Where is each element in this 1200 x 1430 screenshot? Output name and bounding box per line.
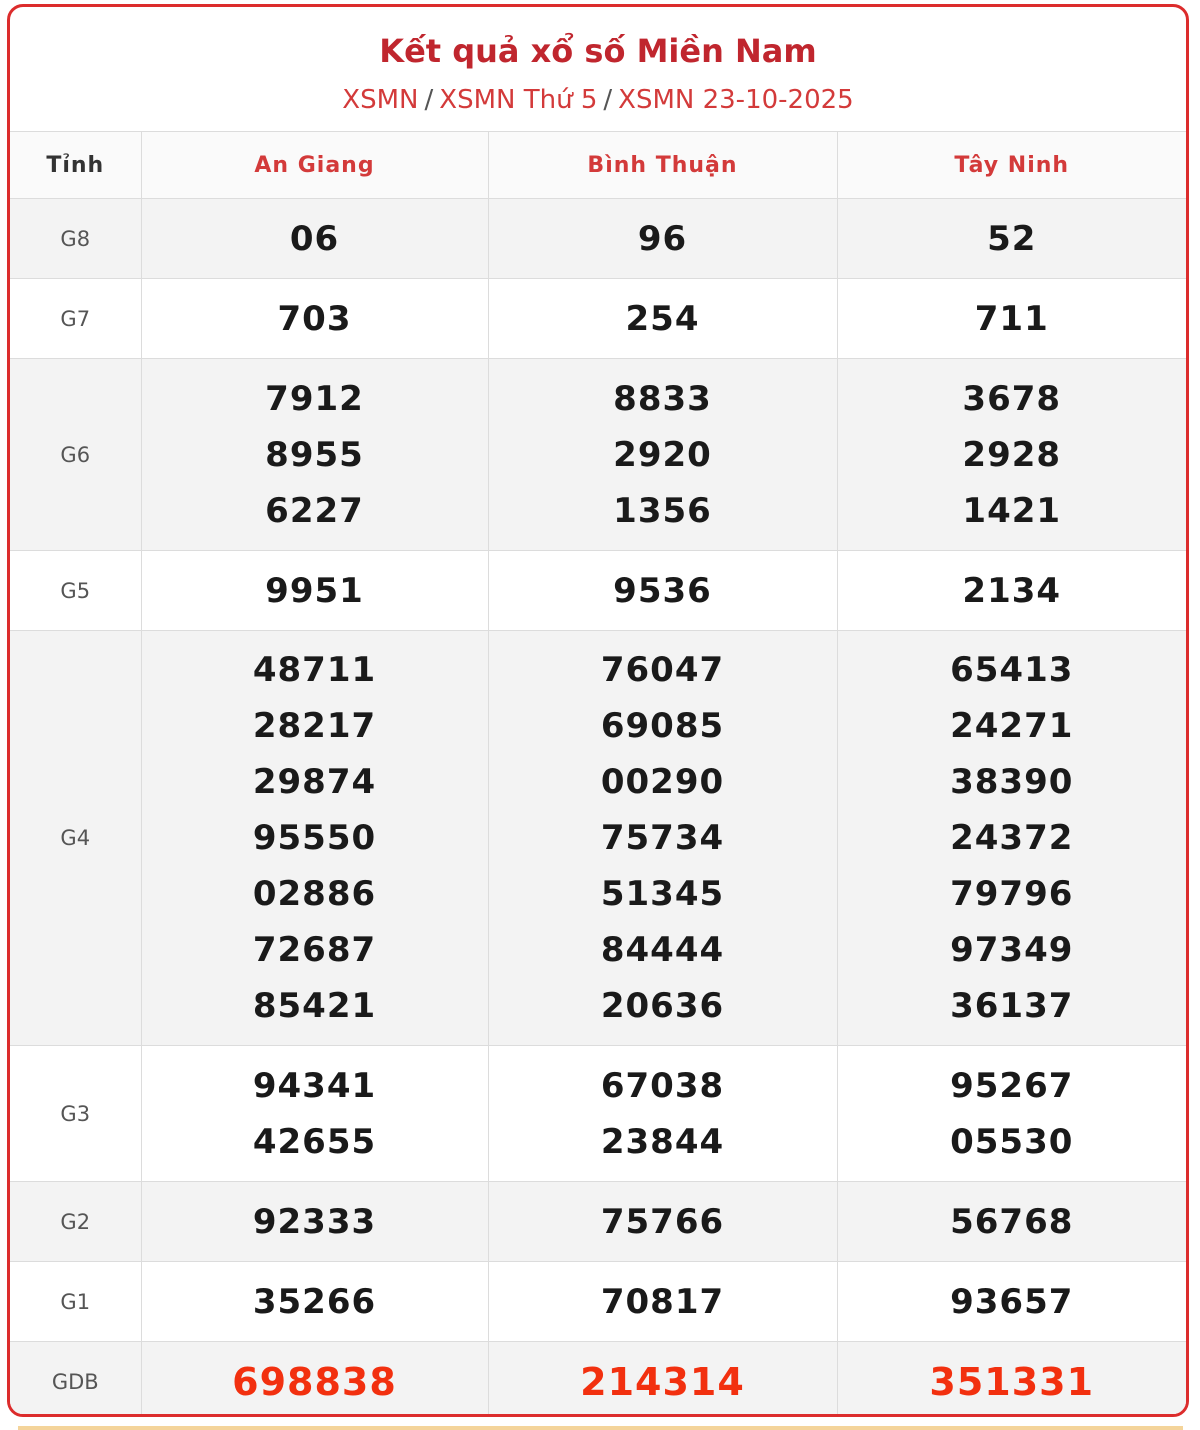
breadcrumb: [10, 85, 1186, 115]
prize-number: 42655: [252, 1121, 377, 1162]
prize-number: 8955: [265, 434, 364, 475]
prize-cell: [837, 551, 1186, 631]
prize-number: 95267: [950, 1065, 1074, 1106]
footer-strip: [18, 1426, 1183, 1430]
prize-number: 351331: [929, 1359, 1095, 1404]
prize-label: G2: [10, 1182, 141, 1262]
prize-number: 52: [987, 218, 1037, 259]
prize-label: G5: [10, 551, 141, 631]
prize-cell: [488, 1342, 837, 1418]
prize-cell: [837, 359, 1186, 551]
breadcrumb-link-thu5[interactable]: XSMN Thứ 5: [439, 85, 598, 115]
province-column-label: Tỉnh: [10, 132, 141, 199]
prize-cell: [141, 1262, 488, 1342]
prize-number: 51345: [600, 874, 725, 914]
prize-number: 2920: [613, 434, 712, 475]
prize-number: 84444: [600, 930, 725, 970]
page-title: Kết quả xổ số Miền Nam: [379, 32, 817, 70]
prize-number: 711: [974, 298, 1049, 339]
prize-row-g3: [10, 1046, 1186, 1182]
prize-number: 2134: [962, 570, 1062, 611]
prize-cell: [141, 199, 488, 279]
prize-number: 35266: [252, 1281, 377, 1322]
prize-cell: [488, 1046, 837, 1182]
prize-number: 70817: [600, 1281, 725, 1322]
prize-number: 05530: [950, 1121, 1074, 1162]
prize-row-g8: [10, 199, 1186, 279]
prize-number: 75766: [600, 1201, 725, 1242]
prize-number: 703: [277, 298, 352, 339]
prize-cell: [837, 199, 1186, 279]
province-an-giang[interactable]: An Giang: [141, 132, 488, 199]
prize-number: 28217: [252, 706, 377, 746]
prize-number: 69085: [600, 706, 725, 746]
prize-number: 85421: [252, 986, 377, 1026]
prize-number: 24372: [950, 818, 1074, 858]
prize-number: 95550: [252, 818, 377, 858]
prize-cell: [141, 1342, 488, 1418]
prize-cell: [837, 1342, 1186, 1418]
prize-number: 9536: [613, 570, 712, 611]
prize-row-g4: [10, 631, 1186, 1046]
prize-number: 56768: [950, 1201, 1074, 1242]
prize-row-g2: [10, 1182, 1186, 1262]
prize-cell: [488, 631, 837, 1046]
prize-row-g5: [10, 551, 1186, 631]
prize-number: 93657: [950, 1281, 1074, 1322]
prize-cell: [488, 1182, 837, 1262]
prize-number: 38390: [950, 762, 1074, 802]
prize-number: 7912: [265, 378, 364, 419]
prize-cell: [837, 279, 1186, 359]
prize-cell: [141, 359, 488, 551]
prize-cell: [837, 631, 1186, 1046]
prize-label: GDB: [10, 1342, 141, 1418]
prize-label: G1: [10, 1262, 141, 1342]
prize-number: 00290: [600, 762, 725, 802]
prize-number: 72687: [252, 930, 377, 970]
prize-cell: [141, 1182, 488, 1262]
prize-row-g7: [10, 279, 1186, 359]
prize-number: 67038: [600, 1065, 725, 1106]
prize-label: G4: [10, 631, 141, 1046]
prize-cell: [488, 551, 837, 631]
prize-cell: [837, 1262, 1186, 1342]
prize-number: 8833: [613, 378, 712, 419]
province-tay-ninh[interactable]: Tây Ninh: [837, 132, 1186, 199]
breadcrumb-link-date[interactable]: XSMN 23-10-2025: [618, 85, 854, 115]
prize-number: 29874: [252, 762, 377, 802]
prize-number: 24271: [950, 706, 1074, 746]
prize-row-g1: [10, 1262, 1186, 1342]
prize-number: 76047: [600, 650, 725, 690]
prize-number: 79796: [950, 874, 1074, 914]
prize-number: 75734: [600, 818, 725, 858]
prize-number: 96: [637, 218, 688, 259]
prize-number: 214314: [580, 1359, 745, 1404]
prize-number: 36137: [950, 986, 1074, 1026]
province-binh-thuan[interactable]: Bình Thuận: [488, 132, 837, 199]
breadcrumb-separator: /: [603, 85, 613, 115]
breadcrumb-separator: /: [424, 85, 434, 115]
prize-number: 20636: [600, 986, 725, 1026]
results-body: [10, 199, 1186, 1418]
prize-number: 6227: [265, 490, 364, 531]
prize-number: 254: [625, 298, 700, 339]
prize-number: 06: [289, 218, 340, 259]
prize-number: 698838: [232, 1359, 397, 1404]
prize-label: G6: [10, 359, 141, 551]
prize-number: 1421: [962, 490, 1062, 531]
prize-number: 2928: [962, 434, 1062, 475]
prize-cell: [141, 631, 488, 1046]
prize-cell: [141, 551, 488, 631]
prize-row-g6: [10, 359, 1186, 551]
results-table: [10, 132, 1186, 1417]
prize-cell: [141, 1046, 488, 1182]
prize-label: G3: [10, 1046, 141, 1182]
prize-row-gdb: [10, 1342, 1186, 1418]
prize-label: G7: [10, 279, 141, 359]
prize-number: 48711: [252, 650, 377, 690]
prize-number: 23844: [600, 1121, 725, 1162]
prize-label: G8: [10, 199, 141, 279]
prize-cell: [837, 1046, 1186, 1182]
prize-number: 65413: [950, 650, 1074, 690]
prize-number: 94341: [252, 1065, 377, 1106]
results-header: [10, 7, 1186, 132]
prize-number: 9951: [265, 570, 364, 611]
prize-number: 1356: [613, 490, 712, 531]
prize-cell: [488, 199, 837, 279]
prize-number: 92333: [252, 1201, 377, 1242]
prize-cell: [488, 279, 837, 359]
table-header-row: [10, 132, 1186, 199]
prize-number: 97349: [950, 930, 1074, 970]
prize-number: 02886: [252, 874, 377, 914]
prize-number: 3678: [962, 378, 1062, 419]
results-card: [7, 4, 1189, 1417]
prize-cell: [141, 279, 488, 359]
prize-cell: [837, 1182, 1186, 1262]
prize-cell: [488, 359, 837, 551]
prize-cell: [488, 1262, 837, 1342]
breadcrumb-link-xsmn[interactable]: XSMN: [342, 85, 419, 115]
